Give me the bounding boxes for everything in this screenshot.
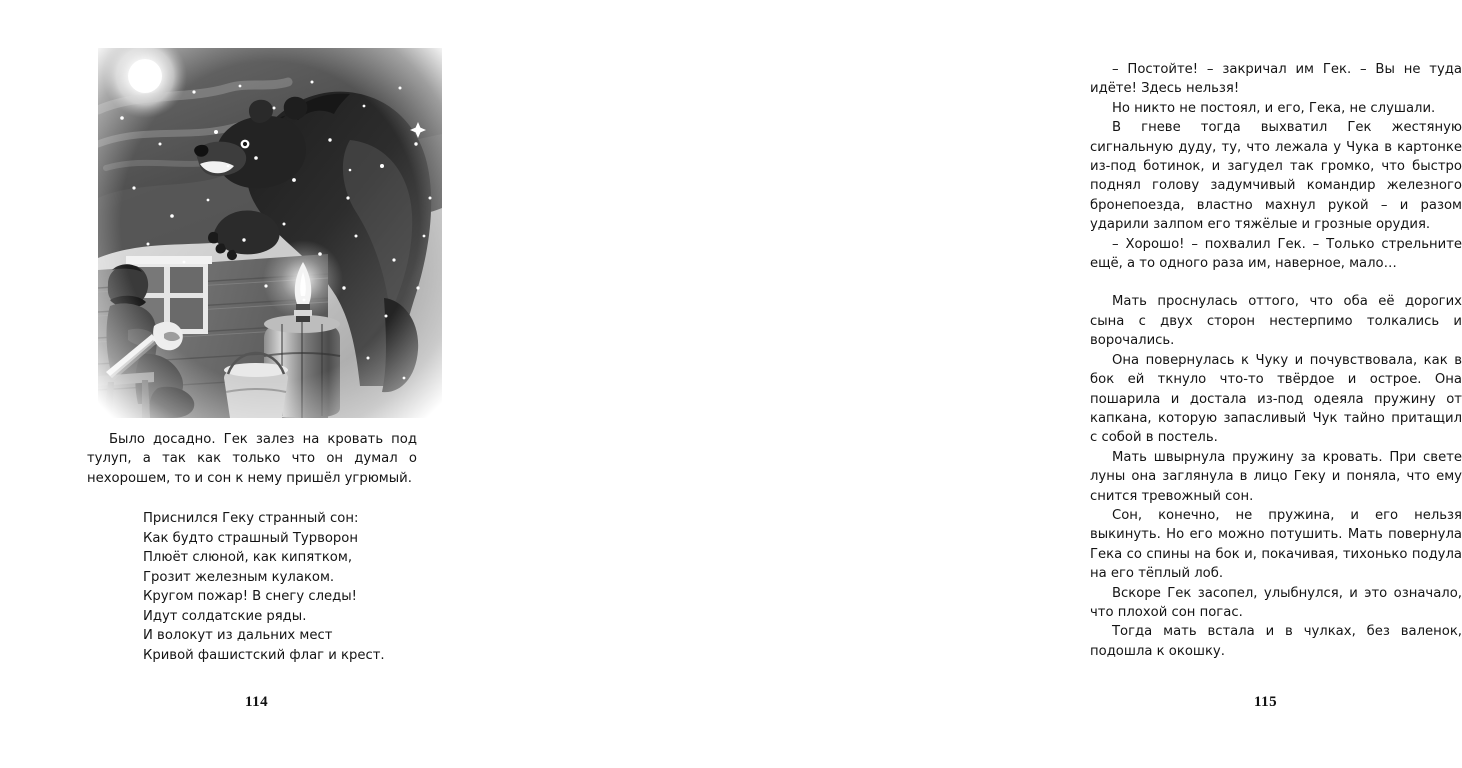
illustration-svg bbox=[98, 48, 442, 418]
moon-icon bbox=[128, 59, 162, 93]
window-lintel bbox=[126, 256, 212, 264]
paragraph: Сон, конечно, не пружина, и его нельзя выкинуть. Но его можно потушить. Мать повернула Гека со спины на бок и, покачивая, тихонько подула на его тёплый лоб. bbox=[1090, 507, 1462, 582]
poem-line: Грозит железным кулаком. bbox=[143, 569, 335, 585]
bear-pupil bbox=[243, 142, 247, 146]
poem-line: Как будто страшный Турворон bbox=[143, 530, 358, 546]
page-number-right: 115 bbox=[1254, 694, 1278, 710]
paragraph: – Постойте! – закричал им Гек. – Вы не туда идёте! Здесь нельзя! bbox=[1090, 62, 1462, 97]
poem-line: Плюёт слюной, как кипятком, bbox=[143, 550, 353, 565]
bear-at-window-illustration bbox=[98, 48, 442, 418]
paragraph: Но никто не постоял, и его, Гека, не слушали. bbox=[1112, 100, 1436, 116]
left-page-body-text bbox=[87, 430, 417, 488]
left-page bbox=[0, 0, 512, 768]
paragraph: Мать швырнула пружину за кровать. При свете луны она заглянула в лицо Геку и поняла, что ему снится тревожный сон. bbox=[1090, 449, 1462, 504]
page-number-left: 114 bbox=[245, 694, 269, 710]
paragraph: Вскоре Гек засопел, улыбнулся, и это означало, что плохой сон погас. bbox=[1090, 585, 1462, 620]
poem-line: И волокут из дальних мест bbox=[143, 628, 333, 643]
section-break bbox=[1090, 273, 1462, 292]
poem-block bbox=[143, 509, 385, 665]
paragraph: Тогда мать встала и в чулках, без валенок, подошла к окошку. bbox=[1090, 624, 1462, 659]
paragraph: Она повернулась к Чуку и почувствовала, как в бок ей ткнуло что-то твёрдое и острое. Она пошарила и достала из-под одеяла пружину от капкана, которую запасливый Чук тайно притащил с собой в постель. bbox=[1090, 352, 1462, 446]
poem-line: Идут солдатские ряды. bbox=[143, 608, 307, 624]
poem-line: Приснился Геку странный сон: bbox=[143, 511, 359, 526]
right-page-body-text bbox=[1090, 60, 1462, 661]
paragraph: – Хорошо! – похвалил Гек. – Только стрельните ещё, а то одного раза им, наверное, мало… bbox=[1090, 236, 1462, 272]
paragraph: Мать проснулась оттого, что оба её дорогих сына с двух сторон нестерпимо толкались и ворочались. bbox=[1090, 294, 1462, 349]
paragraph: Было досадно. Гек залез на кровать под тулуп, а так как только что он думал о нехорошем, то и сон к нему пришёл угрюмый. bbox=[87, 432, 417, 486]
poem-line: Кругом пожар! В снегу следы! bbox=[143, 589, 357, 604]
illustration-scene bbox=[98, 34, 442, 418]
poem-line: Кривой фашистский флаг и крест. bbox=[143, 647, 385, 663]
paragraph: В гневе тогда выхватил Гек жестяную сигнальную дуду, ту, что лежала у Чука в картонке из-под ботинок, и загудел так громко, что быстро поднял голову задумчивый командир железного бронепоезда, властно махнул рукой – и разом ударили залпом его тяжёлые и грозные орудия. bbox=[1090, 120, 1462, 233]
right-page bbox=[512, 0, 1462, 768]
